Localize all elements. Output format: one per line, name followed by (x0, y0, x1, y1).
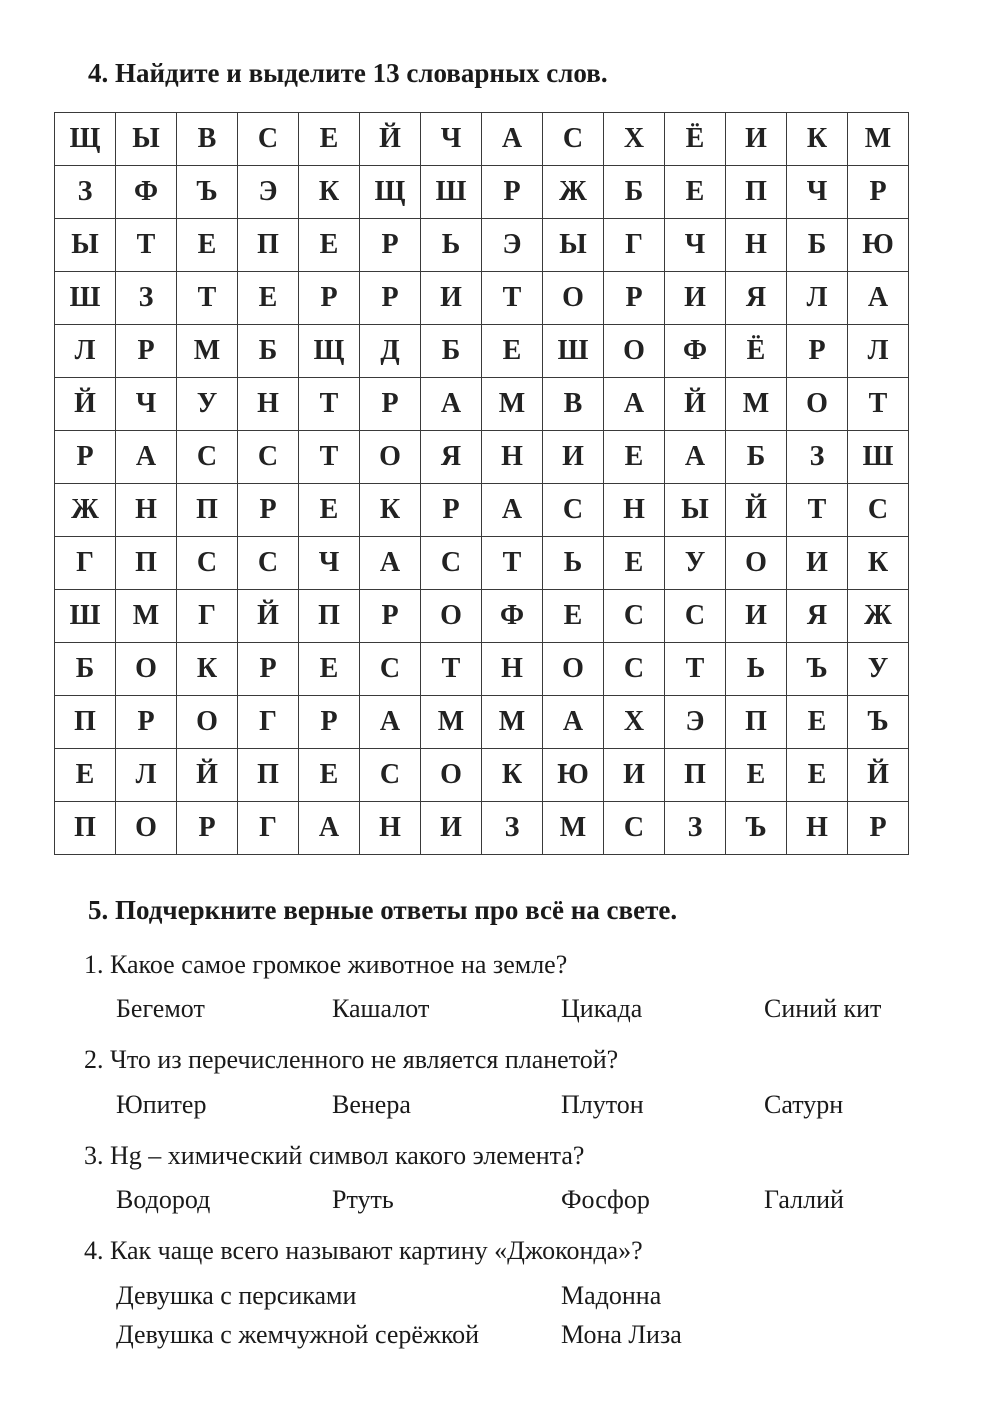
grid-cell[interactable]: Ч (116, 378, 177, 431)
grid-cell[interactable]: Е (177, 219, 238, 272)
grid-cell[interactable]: У (848, 643, 909, 696)
grid-cell[interactable]: А (543, 696, 604, 749)
grid-cell[interactable]: Р (787, 325, 848, 378)
grid-cell[interactable]: Е (787, 749, 848, 802)
grid-cell[interactable]: Г (238, 696, 299, 749)
grid-cell[interactable]: Е (787, 696, 848, 749)
grid-cell[interactable]: Л (848, 325, 909, 378)
grid-cell[interactable]: Й (238, 590, 299, 643)
grid-cell[interactable]: Б (238, 325, 299, 378)
grid-cell[interactable]: Р (238, 484, 299, 537)
grid-cell[interactable]: Ч (787, 166, 848, 219)
grid-cell[interactable]: Т (482, 537, 543, 590)
grid-cell[interactable]: Ъ (726, 802, 787, 855)
grid-cell[interactable]: Р (360, 219, 421, 272)
grid-cell[interactable]: Р (421, 484, 482, 537)
grid-cell[interactable]: М (177, 325, 238, 378)
grid-cell[interactable]: П (238, 749, 299, 802)
grid-cell[interactable]: А (848, 272, 909, 325)
grid-cell[interactable]: Г (55, 537, 116, 590)
grid-cell[interactable]: Р (299, 696, 360, 749)
grid-cell[interactable]: И (787, 537, 848, 590)
question-4-text: 4. Как чаще всего называют картину «Джоконда»? (84, 1236, 643, 1265)
grid-cell[interactable]: Ь (421, 219, 482, 272)
grid-cell[interactable]: Р (360, 378, 421, 431)
grid-cell[interactable]: С (543, 113, 604, 166)
grid-cell[interactable]: Я (421, 431, 482, 484)
grid-cell[interactable]: Т (116, 219, 177, 272)
grid-cell[interactable]: С (238, 431, 299, 484)
grid-cell[interactable]: Й (360, 113, 421, 166)
grid-cell[interactable]: М (848, 113, 909, 166)
grid-row (55, 113, 909, 166)
grid-cell[interactable]: К (787, 113, 848, 166)
grid-cell[interactable]: Б (421, 325, 482, 378)
question-3-text: 3. Hg – химический символ какого элемента? (84, 1141, 585, 1170)
grid-cell[interactable]: В (177, 113, 238, 166)
grid-cell[interactable]: Ь (726, 643, 787, 696)
grid-cell[interactable]: Т (787, 484, 848, 537)
grid-cell[interactable]: Л (116, 749, 177, 802)
grid-cell[interactable]: О (421, 749, 482, 802)
grid-cell[interactable]: С (238, 537, 299, 590)
grid-row (55, 378, 909, 431)
grid-cell[interactable]: Ё (665, 113, 726, 166)
grid-cell[interactable]: К (177, 643, 238, 696)
grid-cell[interactable]: А (482, 484, 543, 537)
question-3-option-4[interactable]: Галлий (764, 1185, 844, 1214)
grid-row (55, 272, 909, 325)
grid-cell[interactable]: Р (238, 643, 299, 696)
task4-title: 4. Найдите и выделите 13 словарных слов. (88, 58, 608, 88)
grid-cell[interactable]: М (421, 696, 482, 749)
grid-cell[interactable]: Т (299, 431, 360, 484)
grid-cell[interactable]: Ж (55, 484, 116, 537)
grid-cell[interactable]: П (116, 537, 177, 590)
grid-row (55, 749, 909, 802)
grid-cell[interactable]: Я (787, 590, 848, 643)
grid-cell[interactable]: Ы (116, 113, 177, 166)
grid-row (55, 802, 909, 855)
grid-cell[interactable]: Б (787, 219, 848, 272)
question-3-option-1[interactable]: Водород (116, 1185, 211, 1214)
question-2-text: 2. Что из перечисленного не является планетой? (84, 1045, 619, 1074)
grid-cell[interactable]: Р (848, 166, 909, 219)
grid-cell[interactable]: О (116, 643, 177, 696)
grid-cell[interactable]: О (604, 325, 665, 378)
grid-cell[interactable]: С (177, 537, 238, 590)
grid-cell[interactable]: Д (360, 325, 421, 378)
grid-row (55, 325, 909, 378)
grid-cell[interactable]: А (421, 378, 482, 431)
question-4-option-4[interactable]: Мона Лиза (561, 1320, 682, 1349)
grid-cell[interactable]: И (726, 590, 787, 643)
grid-cell[interactable]: Е (55, 749, 116, 802)
grid-cell[interactable]: Н (482, 643, 543, 696)
grid-cell[interactable]: С (604, 590, 665, 643)
grid-cell[interactable]: Х (604, 696, 665, 749)
grid-cell[interactable]: А (360, 537, 421, 590)
grid-cell[interactable]: Ф (482, 590, 543, 643)
grid-cell[interactable]: Е (665, 166, 726, 219)
grid-cell[interactable]: Э (665, 696, 726, 749)
grid-cell[interactable]: Т (848, 378, 909, 431)
grid-cell[interactable]: Г (604, 219, 665, 272)
grid-cell[interactable]: Р (116, 325, 177, 378)
grid-cell[interactable]: Б (604, 166, 665, 219)
question-2-option-4[interactable]: Сатурн (764, 1090, 844, 1119)
grid-cell[interactable]: С (177, 431, 238, 484)
question-4-option-1[interactable]: Девушка с персиками (116, 1281, 357, 1310)
grid-cell[interactable]: М (116, 590, 177, 643)
grid-cell[interactable]: А (482, 113, 543, 166)
grid-row (55, 590, 909, 643)
grid-cell[interactable]: Т (665, 643, 726, 696)
grid-cell[interactable]: Я (726, 272, 787, 325)
grid-cell[interactable]: А (116, 431, 177, 484)
grid-cell[interactable]: О (360, 431, 421, 484)
grid-cell[interactable]: Ч (299, 537, 360, 590)
grid-cell[interactable]: Н (482, 431, 543, 484)
grid-cell[interactable]: Ы (665, 484, 726, 537)
grid-cell[interactable]: Ю (543, 749, 604, 802)
grid-cell[interactable]: Р (360, 590, 421, 643)
grid-cell[interactable]: Е (726, 749, 787, 802)
grid-cell[interactable]: П (55, 802, 116, 855)
question-3-option-2[interactable]: Ртуть (332, 1185, 394, 1214)
question-1-option-4[interactable]: Синий кит (764, 994, 882, 1023)
grid-cell[interactable]: Р (360, 272, 421, 325)
grid-cell[interactable]: Ж (848, 590, 909, 643)
grid-cell[interactable]: С (604, 802, 665, 855)
grid-cell[interactable]: З (55, 166, 116, 219)
grid-cell[interactable]: Е (299, 643, 360, 696)
grid-cell[interactable]: П (726, 166, 787, 219)
grid-cell[interactable]: Н (787, 802, 848, 855)
grid-row (55, 643, 909, 696)
grid-cell[interactable]: М (482, 696, 543, 749)
question-1-option-2[interactable]: Кашалот (332, 994, 430, 1023)
grid-cell[interactable]: Ж (543, 166, 604, 219)
grid-cell[interactable]: Э (238, 166, 299, 219)
grid-cell[interactable]: З (787, 431, 848, 484)
grid-cell[interactable]: С (604, 643, 665, 696)
task5-title: 5. Подчеркните верные ответы про всё на свете. (88, 895, 678, 925)
question-2-option-3[interactable]: Плутон (561, 1090, 644, 1119)
grid-cell[interactable]: Р (177, 802, 238, 855)
grid-cell[interactable]: З (482, 802, 543, 855)
grid-cell[interactable]: Т (177, 272, 238, 325)
grid-cell[interactable]: Х (604, 113, 665, 166)
grid-cell[interactable]: С (360, 643, 421, 696)
grid-cell[interactable]: Ш (543, 325, 604, 378)
grid-cell[interactable]: З (665, 802, 726, 855)
grid-cell[interactable]: Р (482, 166, 543, 219)
grid-cell[interactable]: Т (299, 378, 360, 431)
grid-cell[interactable]: П (177, 484, 238, 537)
grid-cell[interactable]: Й (55, 378, 116, 431)
grid-cell[interactable]: Л (55, 325, 116, 378)
grid-cell[interactable]: Ы (55, 219, 116, 272)
grid-cell[interactable]: Р (848, 802, 909, 855)
question-4-option-2[interactable]: Мадонна (561, 1281, 662, 1310)
question-2-option-2[interactable]: Венера (332, 1090, 411, 1119)
grid-row (55, 166, 909, 219)
grid-cell[interactable]: Н (604, 484, 665, 537)
grid-cell[interactable]: Ё (726, 325, 787, 378)
grid-cell[interactable]: Т (421, 643, 482, 696)
grid-cell[interactable]: М (482, 378, 543, 431)
grid-cell[interactable]: С (360, 749, 421, 802)
question-1-option-1[interactable]: Бегемот (116, 994, 205, 1023)
grid-cell[interactable]: У (177, 378, 238, 431)
grid-cell[interactable]: Ш (848, 431, 909, 484)
grid-cell[interactable]: И (726, 113, 787, 166)
grid-cell[interactable]: Ч (421, 113, 482, 166)
grid-cell[interactable]: Ю (848, 219, 909, 272)
question-1-text: 1. Какое самое громкое животное на земле? (84, 950, 568, 979)
grid-cell[interactable]: С (238, 113, 299, 166)
grid-cell[interactable]: У (665, 537, 726, 590)
grid-cell[interactable]: Р (299, 272, 360, 325)
grid-cell[interactable]: О (543, 272, 604, 325)
grid-cell[interactable]: И (665, 272, 726, 325)
grid-cell[interactable]: К (299, 166, 360, 219)
grid-cell[interactable]: Н (116, 484, 177, 537)
grid-cell[interactable]: Е (604, 537, 665, 590)
grid-cell[interactable]: О (116, 802, 177, 855)
grid-cell[interactable]: Ш (55, 272, 116, 325)
grid-cell[interactable]: Б (726, 431, 787, 484)
grid-cell[interactable]: Н (360, 802, 421, 855)
grid-cell[interactable]: Ъ (177, 166, 238, 219)
grid-cell[interactable]: Т (482, 272, 543, 325)
grid-cell[interactable]: О (787, 378, 848, 431)
word-search-grid (54, 112, 909, 855)
grid-cell[interactable]: Щ (360, 166, 421, 219)
grid-cell[interactable]: С (848, 484, 909, 537)
grid-cell[interactable]: Н (726, 219, 787, 272)
grid-cell[interactable]: Е (299, 219, 360, 272)
question-1-option-3[interactable]: Цикада (561, 994, 643, 1023)
grid-cell[interactable]: П (726, 696, 787, 749)
grid-cell[interactable]: С (421, 537, 482, 590)
grid-cell[interactable]: Л (787, 272, 848, 325)
grid-cell[interactable]: Е (604, 431, 665, 484)
grid-cell[interactable]: В (543, 378, 604, 431)
grid-cell[interactable]: Ъ (787, 643, 848, 696)
grid-row (55, 219, 909, 272)
grid-cell[interactable]: Э (482, 219, 543, 272)
grid-cell[interactable]: Р (55, 431, 116, 484)
grid-cell[interactable]: Е (299, 749, 360, 802)
grid-cell[interactable]: С (665, 590, 726, 643)
grid-cell[interactable]: К (360, 484, 421, 537)
grid-cell[interactable]: Ш (421, 166, 482, 219)
grid-cell[interactable]: Е (482, 325, 543, 378)
grid-cell[interactable]: Ф (665, 325, 726, 378)
grid-cell[interactable]: И (543, 431, 604, 484)
grid-cell[interactable]: З (116, 272, 177, 325)
grid-row (55, 484, 909, 537)
grid-cell[interactable]: Р (116, 696, 177, 749)
grid-cell[interactable]: О (421, 590, 482, 643)
grid-cell[interactable]: О (177, 696, 238, 749)
grid-cell[interactable]: И (604, 749, 665, 802)
grid-cell[interactable]: Й (665, 378, 726, 431)
grid-cell[interactable]: Ч (665, 219, 726, 272)
grid-cell[interactable]: И (421, 272, 482, 325)
grid-cell[interactable]: Е (238, 272, 299, 325)
grid-cell[interactable]: Н (238, 378, 299, 431)
grid-cell[interactable]: М (543, 802, 604, 855)
grid-cell[interactable]: Е (299, 484, 360, 537)
grid-cell[interactable]: П (55, 696, 116, 749)
grid-cell[interactable]: А (360, 696, 421, 749)
grid-cell[interactable]: А (299, 802, 360, 855)
grid-cell[interactable]: Ш (55, 590, 116, 643)
grid-cell[interactable]: Ъ (848, 696, 909, 749)
grid-cell[interactable]: С (543, 484, 604, 537)
grid-row (55, 537, 909, 590)
grid-cell[interactable]: К (482, 749, 543, 802)
grid-cell[interactable]: Щ (299, 325, 360, 378)
grid-cell[interactable]: Щ (55, 113, 116, 166)
grid-cell[interactable]: Е (543, 590, 604, 643)
question-3-option-3[interactable]: Фосфор (561, 1185, 650, 1214)
grid-cell[interactable]: П (299, 590, 360, 643)
grid-cell[interactable]: М (726, 378, 787, 431)
grid-cell[interactable]: П (238, 219, 299, 272)
grid-cell[interactable]: К (848, 537, 909, 590)
grid-row (55, 431, 909, 484)
grid-cell[interactable]: И (421, 802, 482, 855)
grid-cell[interactable]: Е (299, 113, 360, 166)
grid-cell[interactable]: Й (726, 484, 787, 537)
grid-cell[interactable]: Б (55, 643, 116, 696)
grid-cell[interactable]: Й (848, 749, 909, 802)
grid-cell[interactable]: О (726, 537, 787, 590)
grid-cell[interactable]: Г (238, 802, 299, 855)
grid-cell[interactable]: Р (604, 272, 665, 325)
question-4-option-3[interactable]: Девушка с жемчужной серёжкой (116, 1320, 480, 1349)
grid-cell[interactable]: Ф (116, 166, 177, 219)
grid-cell[interactable]: Г (177, 590, 238, 643)
grid-cell[interactable]: Й (177, 749, 238, 802)
grid-cell[interactable]: Ы (543, 219, 604, 272)
grid-cell[interactable]: О (543, 643, 604, 696)
grid-cell[interactable]: Ь (543, 537, 604, 590)
grid-cell[interactable]: П (665, 749, 726, 802)
question-2-option-1[interactable]: Юпитер (116, 1090, 207, 1119)
grid-cell[interactable]: А (604, 378, 665, 431)
grid-cell[interactable]: А (665, 431, 726, 484)
grid-row (55, 696, 909, 749)
